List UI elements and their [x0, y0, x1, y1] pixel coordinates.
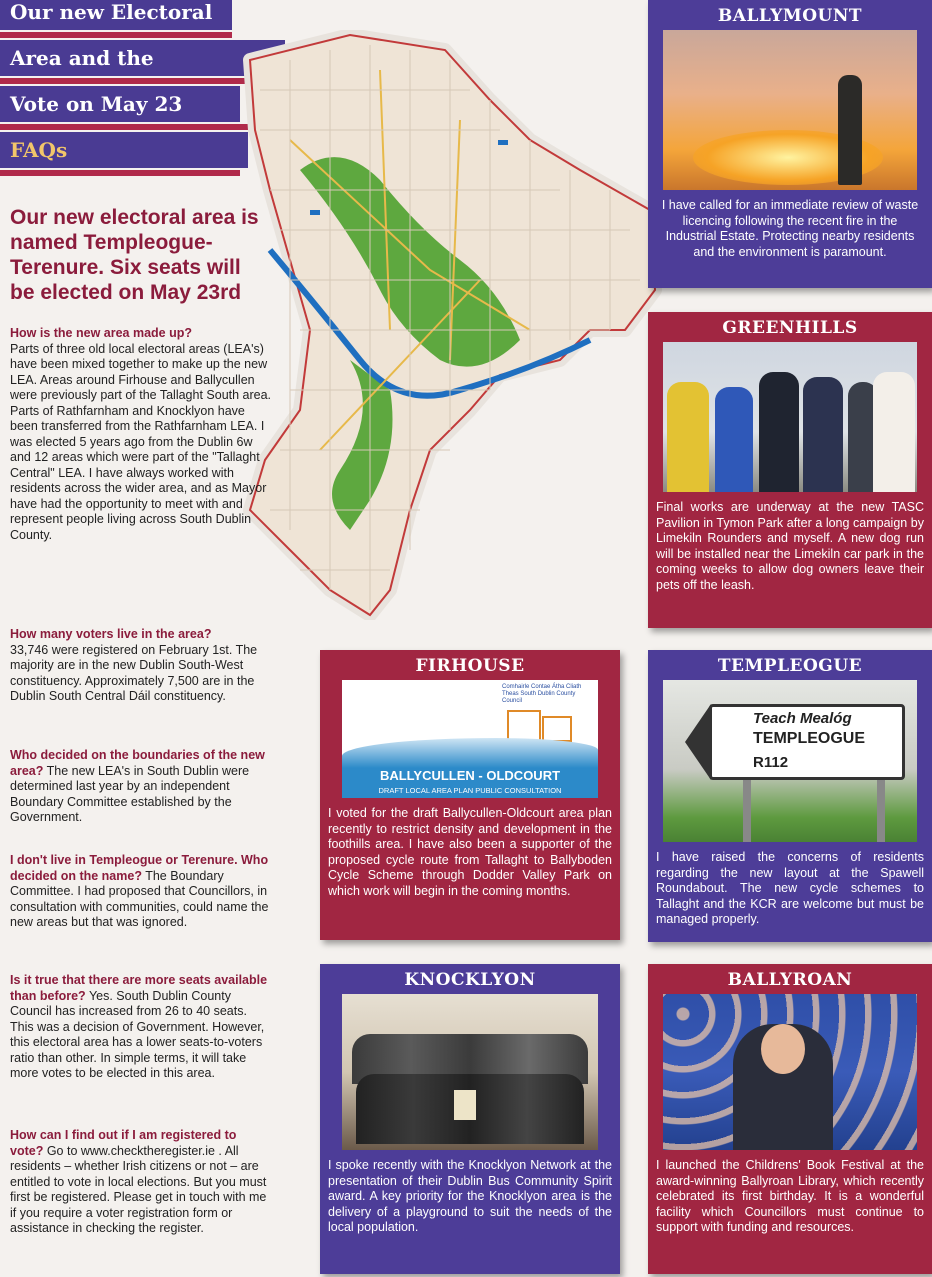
card-ballyroan: [648, 964, 932, 1274]
headline: Our new electoral area is named Templeogue-Terenure. Six seats will be elected on May 23rd: [10, 206, 259, 304]
card-knocklyon: [320, 964, 620, 1274]
faq-answer: The new LEA's in South Dublin were determined last year by an independent Boundary Committee established by the Government.: [10, 763, 250, 824]
card-title: KNOCKLYON: [404, 970, 536, 990]
faq-item: [10, 627, 272, 705]
card-title: GREENHILLS: [722, 318, 858, 338]
card-text: I have called for an immediate review of waste licencing following the recent fire in the Industrial Estate. Protecting nearby residents and the environment is paramount.: [661, 198, 919, 259]
faq-question: Who decided on the boundaries of the new area?: [10, 748, 265, 778]
card-ballymount: [648, 0, 932, 288]
faq-item: [10, 853, 272, 931]
card-text: I spoke recently with the Knocklyon Network at the presentation of their Dublin Bus Community Spirit award. A key priority for the Knocklyon area is the delivery of a playground to suit the needs of the local population.: [328, 1158, 612, 1234]
knocklyon-group-photo: [342, 994, 598, 1150]
faq-item: [10, 973, 272, 1082]
poster-subtitle: DRAFT LOCAL AREA PLAN PUBLIC CONSULTATION: [342, 784, 598, 798]
faq-answer: Go to www.checktheregister.ie . All residents – whether Irish citizens or not – are entitled to vote in local elections. But you must first be registered. Please get in touch with me if you require a voter registration form or assistance in checking the register.: [10, 1143, 267, 1235]
faq-answer: The Boundary Committee. I had proposed that Councillors, in consultation with communities, could name the new areas but that was ignored.: [10, 868, 269, 929]
header-stripe: [0, 78, 262, 84]
faq-question: How is the new area made up?: [10, 326, 192, 340]
card-title: TEMPLEOGUE: [717, 656, 863, 676]
card-firhouse: [320, 650, 620, 940]
electoral-area-map-icon: [230, 30, 670, 620]
faq-question: Is it true that there are more seats available than before?: [10, 973, 268, 1003]
card-text: I launched the Childrens' Book Festival at the award-winning Ballyroan Library, which recently celebrated its first birthday. It is a wonderful facility which Councillors must continue to support with funding and resources.: [656, 1158, 924, 1234]
card-text: Final works are underway at the new TASC Pavilion in Tymon Park after a long campaign by Limekiln Rounders and myself. A new dog run will be installed near the Limekiln car park in the coming weeks to allow dog owners leave their pets off the leash.: [656, 500, 924, 592]
header-faqs: FAQs: [0, 132, 248, 168]
faq-answer: 33,746 were registered on February 1st. The majority are in the new Dublin South-West constituency. Approximately 7,500 are in the Dublin South Central Dáil constituency.: [10, 642, 258, 703]
card-greenhills: [648, 312, 932, 628]
templeogue-sign-photo: [663, 680, 917, 842]
sign-irish: Teach Mealóg: [753, 710, 852, 727]
faq-item: [10, 1128, 272, 1237]
header-line-2: Area and the: [0, 40, 285, 76]
faq-question: How many voters live in the area?: [10, 627, 212, 641]
card-title: BALLYROAN: [727, 970, 853, 990]
council-logo: Comhairle Contae Átha Cliath Theas South Dublin County Council: [502, 684, 582, 704]
ballyroan-library-photo: [663, 994, 917, 1150]
faq-question: How can I find out if I am registered to vote?: [10, 1128, 237, 1158]
header-stripe: [0, 32, 232, 38]
poster-title: BALLYCULLEN - OLDCOURT: [342, 768, 598, 784]
header-stripe: [0, 170, 240, 176]
card-templeogue: [648, 650, 932, 942]
faq-answer: Yes. South Dublin County Council has increased from 26 to 40 seats. This was a decision of Government. However, this electoral area has a lower seats-to-voters ratio than other. In simple terms, it will take more votes to be elected in this area.: [10, 988, 265, 1080]
card-title: BALLYMOUNT: [717, 6, 863, 26]
greenhills-group-photo: [663, 342, 917, 492]
faq-answer: Parts of three old local electoral areas (LEA's) have been mixed together to make up the new LEA. Areas around Firhouse and Ballycullen were previously part of the Tallaght South area. Parts of Rathfarnham and Knocklyon have been transferred from the Rathfarnham LEA. I was elected 5 years ago from the Dublin 6w and 12 areas which were part of the "Tallaght Central" LEA. I have always worked with residents across the wider area, and as Mayor have had the opportunity to meet with and represent people living across South Dublin County.: [10, 341, 272, 542]
card-title: FIRHOUSE: [415, 656, 525, 676]
faq-item: [10, 748, 272, 826]
faq-question: I don't live in Templeogue or Terenure. Who decided on the name?: [10, 853, 269, 883]
firhouse-poster: [342, 680, 598, 798]
card-text: I voted for the draft Ballycullen-Oldcourt area plan recently to restrict density and development in the foothills area. I have also been a supporter of the proposed cycle route from Tallaght to Ballyboden Cycle Scheme through Dodder Valley Park on which work will begin in the coming months.: [328, 806, 612, 898]
header-line-1: Our new Electoral: [0, 0, 232, 30]
sign-english: TEMPLEOGUE: [753, 730, 866, 747]
sign-road: R112: [753, 754, 789, 771]
fire-photo: [663, 30, 917, 190]
header-stripe: [0, 124, 252, 130]
card-text: I have raised the concerns of residents regarding the new layout at the Spawell Roundabout. The new cycle schemes to Tallaght and the KCR are welcome but must be managed properly.: [656, 850, 924, 926]
faq-item: [10, 326, 272, 543]
header-line-3: Vote on May 23: [0, 86, 240, 122]
